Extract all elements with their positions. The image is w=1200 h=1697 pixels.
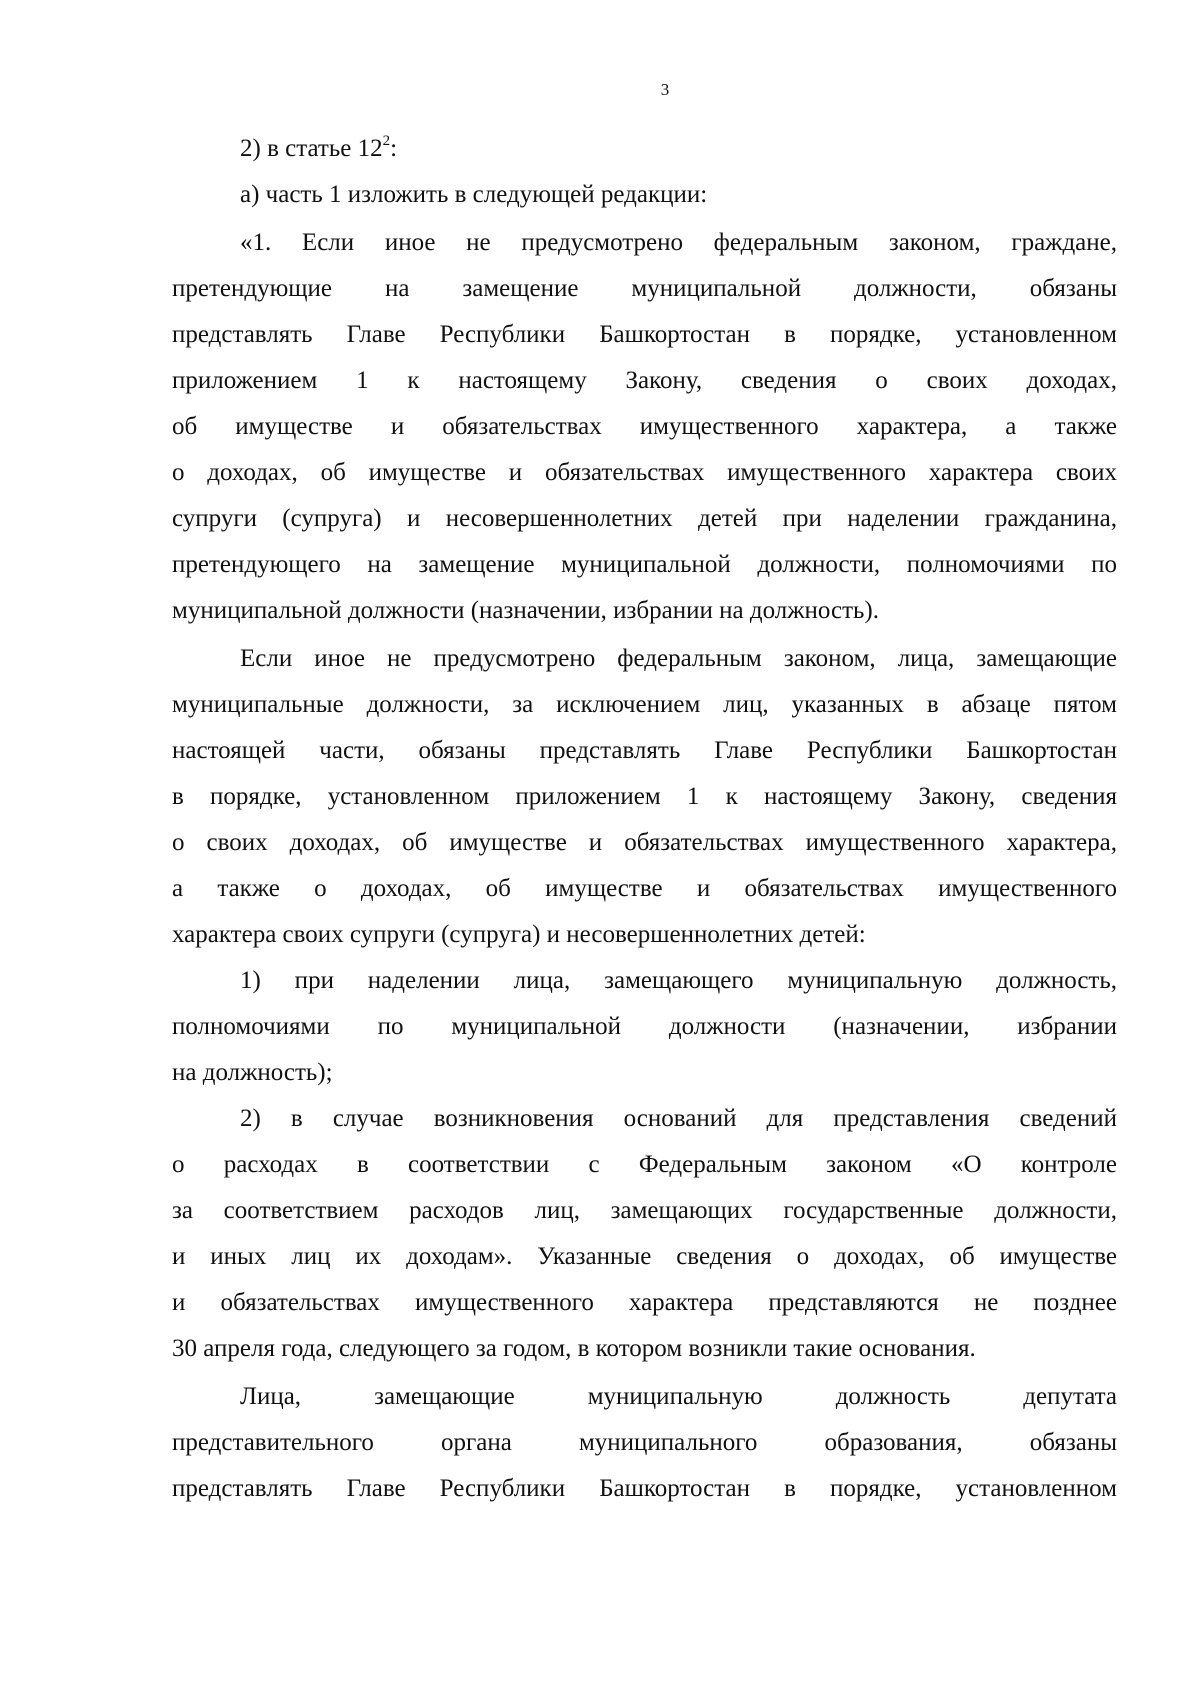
text-line: в порядке, установленном приложением 1 к настоящему Закону, сведения	[172, 783, 1117, 810]
text-line: муниципальные должности, за исключением лиц, указанных в абзаце пятом	[172, 691, 1117, 718]
text-line: о доходах, об имуществе и обязательствах имущественного характера своих	[172, 459, 1117, 486]
text-line: претендующие на замещение муниципальной должности, обязаны	[172, 275, 1117, 302]
text-line: о расходах в соответствии с Федеральным законом «О контроле	[172, 1151, 1117, 1178]
text-line: и обязательствах имущественного характера представляются не позднее	[172, 1289, 1117, 1316]
text-line: на должность);	[172, 1059, 333, 1086]
text-line: представлять Главе Республики Башкортостан в порядке, установленном	[172, 1475, 1117, 1502]
text-line: полномочиями по муниципальной должности (назначении, избрании	[172, 1013, 1117, 1040]
text-line: муниципальной должности (назначении, избрании на должность).	[172, 597, 879, 624]
text-line: об имуществе и обязательствах имущественного характера, а также	[172, 413, 1117, 440]
amendment-heading	[240, 132, 1117, 166]
text-line: 1) при наделении лица, замещающего муниципальную должность,	[240, 967, 1117, 994]
text-line: Если иное не предусмотрено федеральным законом, лица, замещающие	[240, 645, 1117, 672]
text-line: претендующего на замещение муниципальной должности, полномочиями по	[172, 551, 1117, 578]
text-line: Лица, замещающие муниципальную должность депутата	[240, 1383, 1117, 1410]
text-line: а) часть 1 изложить в следующей редакции:	[240, 181, 708, 208]
text-line: представительного органа муниципального образования, обязаны	[172, 1429, 1117, 1456]
page-number: 3	[660, 80, 670, 99]
text-line: «1. Если иное не предусмотрено федеральным законом, граждане,	[240, 229, 1117, 256]
text-line: о своих доходах, об имуществе и обязательствах имущественного характера,	[172, 829, 1117, 856]
text-line: а также о доходах, об имуществе и обязательствах имущественного	[172, 875, 1117, 902]
heading-suffix: :	[390, 135, 398, 162]
text-line: представлять Главе Республики Башкортостан в порядке, установленном	[172, 321, 1117, 348]
heading-prefix: 2) в статье 12	[240, 135, 383, 162]
text-line: за соответствием расходов лиц, замещающих государственные должности,	[172, 1197, 1117, 1224]
heading-superscript: 2	[382, 132, 391, 149]
text-line: и иных лиц их доходам». Указанные сведения о доходах, об имуществе	[172, 1243, 1117, 1270]
text-line: 30 апреля года, следующего за годом, в котором возникли такие основания.	[172, 1335, 976, 1362]
text-line: 2) в случае возникновения оснований для представления сведений	[240, 1105, 1117, 1132]
text-line: настоящей части, обязаны представлять Главе Республики Башкортостан	[172, 737, 1117, 764]
text-line: характера своих супруги (супруга) и несовершеннолетних детей:	[172, 921, 866, 948]
text-line: приложением 1 к настоящему Закону, сведения о своих доходах,	[172, 367, 1117, 394]
text-line: супруги (супруга) и несовершеннолетних детей при наделении гражданина,	[172, 505, 1117, 532]
